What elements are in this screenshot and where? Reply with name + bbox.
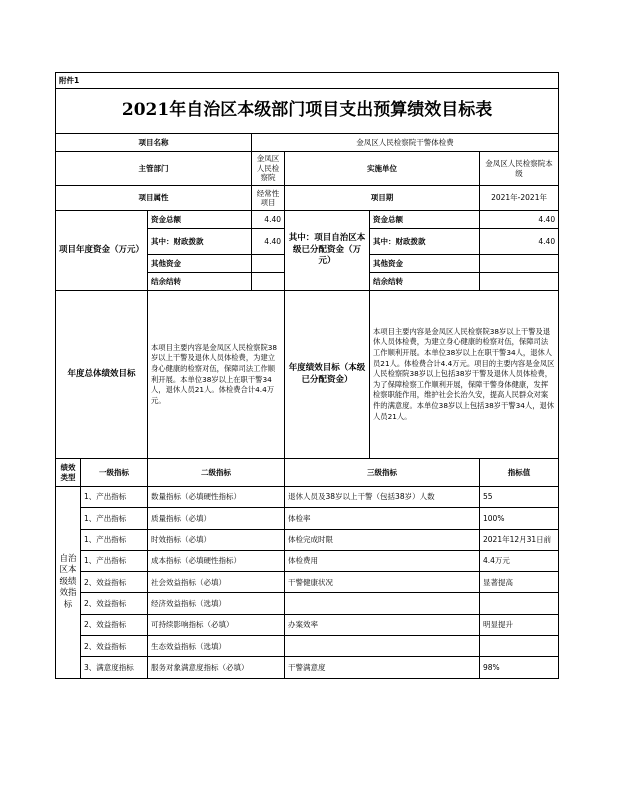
indicator-level1: 2、效益指标 xyxy=(81,636,148,657)
indicator-level2: 社会效益指标（必填） xyxy=(148,572,285,593)
project-name-value: 金凤区人民检察院干警体检费 xyxy=(252,134,559,152)
indicator-level2: 时效指标（必填） xyxy=(148,529,285,550)
self-fiscal-value: 4.40 xyxy=(480,229,559,255)
overall-goal-text: 本项目主要内容是金凤区人民检察院38岁以上干警及退休人员体检费，为建立身心健康的检察对伍，保障司法工作顺利开展。本单位38岁以上在职干警34人，退休人员21人。体检费合计4.4万元。 xyxy=(148,291,285,459)
indicator-value: 55 xyxy=(480,487,559,508)
indicator-value xyxy=(480,593,559,614)
header-value: 指标值 xyxy=(480,459,559,487)
indicator-level2: 生态效益指标（选填） xyxy=(148,636,285,657)
self-balance-label: 结余结转 xyxy=(370,273,480,291)
project-name-label: 项目名称 xyxy=(56,134,252,152)
indicator-level2: 经济效益指标（选填） xyxy=(148,593,285,614)
table-row xyxy=(56,614,559,635)
self-fiscal-label: 其中：财政拨款 xyxy=(370,229,480,255)
attr-label: 项目属性 xyxy=(56,186,252,211)
indicator-level1: 1、产出指标 xyxy=(81,550,148,571)
indicator-header-row xyxy=(56,459,559,487)
indicator-level3: 干警满意度 xyxy=(285,657,480,678)
indicator-level3: 体检率 xyxy=(285,508,480,529)
table-row xyxy=(56,593,559,614)
table-row xyxy=(56,487,559,508)
fiscal-label: 其中：财政拨款 xyxy=(148,229,252,255)
table-row xyxy=(56,508,559,529)
attr-value: 经常性项目 xyxy=(252,186,285,211)
indicator-level2: 服务对象满意度指标（必填） xyxy=(148,657,285,678)
impl-unit-value: 金凤区人民检察院本级 xyxy=(480,152,559,186)
indicator-rows xyxy=(56,487,559,679)
indicator-value: 100% xyxy=(480,508,559,529)
self-balance-value xyxy=(480,273,559,291)
indicator-level3: 干警健康状况 xyxy=(285,572,480,593)
indicator-level1: 1、产出指标 xyxy=(81,529,148,550)
header-type: 绩效类型 xyxy=(56,459,81,487)
attachment-label: 附件1 xyxy=(56,73,559,89)
impl-unit-label: 实施单位 xyxy=(285,152,480,186)
indicator-level2: 可持续影响指标（必填） xyxy=(148,614,285,635)
performance-goal-sheet xyxy=(55,72,558,679)
annual-funds-label: 项目年度资金（万元） xyxy=(56,211,148,291)
indicator-level1: 1、产出指标 xyxy=(81,487,148,508)
period-value: 2021年-2021年 xyxy=(480,186,559,211)
indicator-level2: 数量指标（必填硬性指标） xyxy=(148,487,285,508)
indicator-level1: 3、满意度指标 xyxy=(81,657,148,678)
self-alloc-label: 其中：项目自治区本级已分配资金（万元） xyxy=(285,211,370,291)
self-other-label: 其他资金 xyxy=(370,255,480,273)
indicator-level1: 2、效益指标 xyxy=(81,593,148,614)
balance-label: 结余结转 xyxy=(148,273,252,291)
other-funds-value xyxy=(252,255,285,273)
other-funds-label: 其他资金 xyxy=(148,255,252,273)
table-row xyxy=(56,572,559,593)
indicator-category: 自治区本级绩效指标 xyxy=(56,487,81,679)
period-label: 项目期 xyxy=(285,186,480,211)
annual-goal-text: 本项目主要内容是金凤区人民检察院38岁以上干警及退休人员体检费，为建立身心健康的检察对伍，保障司法工作顺利开展。本单位38岁以上在职干警34人，退休人员21人。体检费合计4.4万元。项目的主要内容是金凤区人民检察院38岁以上包括38岁干警及退休人员体检费，为了保障检察工作顺利开展，保障干警身体健康，发挥检察职能作用，维护社会长治久安，提高人民群众对案件的满意度。本单位38岁以上包括38岁干警34人，退休人员21人。 xyxy=(370,291,559,459)
indicator-level1: 2、效益指标 xyxy=(81,572,148,593)
indicator-level1: 1、产出指标 xyxy=(81,508,148,529)
indicator-level1: 2、效益指标 xyxy=(81,614,148,635)
indicator-level3: 体检完成时限 xyxy=(285,529,480,550)
indicator-level3: 体检费用 xyxy=(285,550,480,571)
page-title: 2021年自治区本级部门项目支出预算绩效目标表 xyxy=(56,89,559,134)
indicator-value: 98% xyxy=(480,657,559,678)
self-total-value: 4.40 xyxy=(480,211,559,229)
funds-total-value: 4.40 xyxy=(252,211,285,229)
indicator-level3 xyxy=(285,593,480,614)
indicator-value: 明显提升 xyxy=(480,614,559,635)
annual-goal-label: 年度绩效目标（本级已分配资金） xyxy=(285,291,370,459)
overall-goal-label: 年度总体绩效目标 xyxy=(56,291,148,459)
dept-label: 主管部门 xyxy=(56,152,252,186)
table-row xyxy=(56,657,559,678)
indicator-value: 显著提高 xyxy=(480,572,559,593)
self-total-label: 资金总额 xyxy=(370,211,480,229)
header-level1: 一级指标 xyxy=(81,459,148,487)
dept-value: 金凤区人民检察院 xyxy=(252,152,285,186)
indicator-level3: 办案效率 xyxy=(285,614,480,635)
indicator-value: 4.4万元 xyxy=(480,550,559,571)
indicator-level3: 退休人员及38岁以上干警（包括38岁）人数 xyxy=(285,487,480,508)
goal-table xyxy=(55,72,559,679)
table-row xyxy=(56,636,559,657)
funds-total-label: 资金总额 xyxy=(148,211,252,229)
table-row xyxy=(56,550,559,571)
header-level3: 三级指标 xyxy=(285,459,480,487)
indicator-level2: 质量指标（必填） xyxy=(148,508,285,529)
table-row xyxy=(56,529,559,550)
fiscal-value: 4.40 xyxy=(252,229,285,255)
header-level2: 二级指标 xyxy=(148,459,285,487)
indicator-level2: 成本指标（必填硬性指标） xyxy=(148,550,285,571)
indicator-value: 2021年12月31日前 xyxy=(480,529,559,550)
balance-value xyxy=(252,273,285,291)
self-other-value xyxy=(480,255,559,273)
indicator-level3 xyxy=(285,636,480,657)
indicator-value xyxy=(480,636,559,657)
